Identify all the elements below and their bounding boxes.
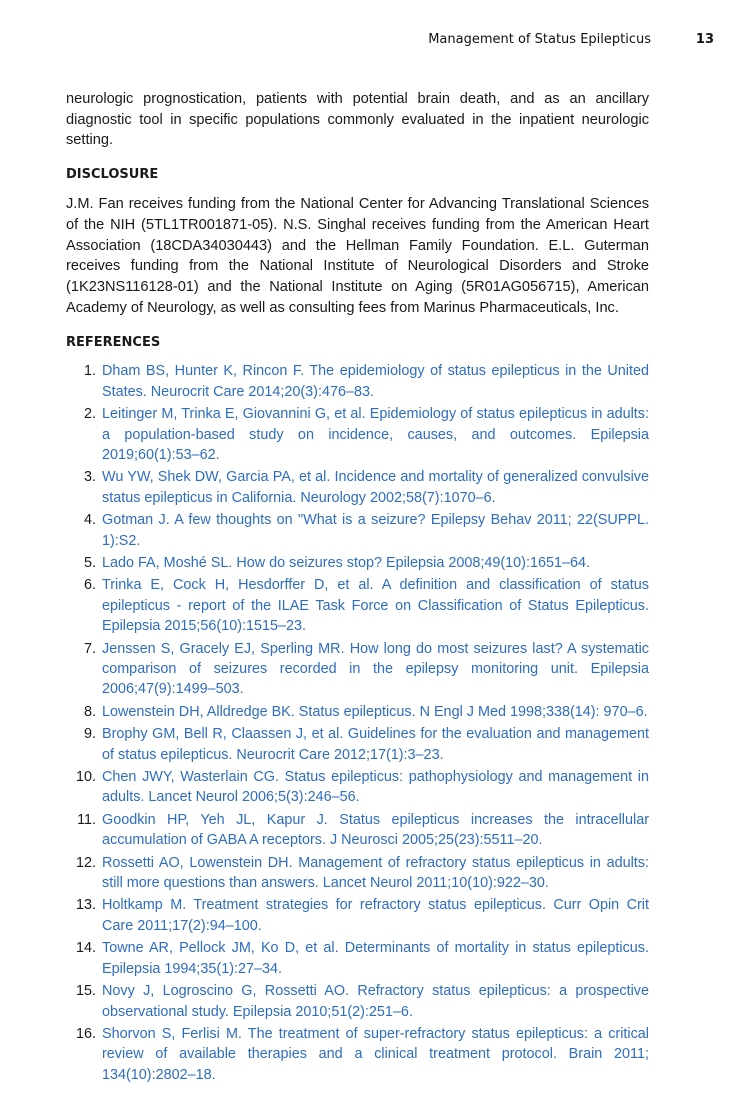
reference-item bbox=[66, 981, 649, 1022]
reference-link[interactable]: Holtkamp M. Treatment strategies for refractory status epilepticus. Curr Opin Crit Care 2011;17(2):94–100. bbox=[102, 897, 649, 934]
reference-item bbox=[66, 724, 649, 765]
reference-item bbox=[66, 1024, 649, 1085]
reference-item bbox=[66, 895, 649, 936]
reference-number: 15. bbox=[75, 983, 96, 1000]
disclosure-paragraph: J.M. Fan receives funding from the National Center for Advancing Translational Sciences of the NIH (5TL1TR001871-05). N.S. Singhal receives funding from the American Heart Association (18CDA34030443) and the Hellman Family Foundation. E.L. Guterman receives funding from the National Institute of Neurological Disorders and Stroke (1K23NS116128-01) and the National Institute on Aging (5R01AG056715), American Academy of Neurology, as well as consulting fees from Marinus Pharmaceuticals, Inc. bbox=[66, 196, 649, 316]
reference-link[interactable]: Gotman J. A few thoughts on "What is a seizure? Epilepsy Behav 2011; 22(SUPPL. 1):S2. bbox=[102, 512, 649, 549]
reference-link[interactable]: Jenssen S, Gracely EJ, Sperling MR. How long do most seizures last? A systematic comparison of seizures recorded in the epilepsy monitoring unit. Epilepsia 2006;47(9):1499–503. bbox=[102, 640, 649, 698]
references-heading: REFERENCES bbox=[66, 335, 161, 351]
reference-link[interactable]: Dham BS, Hunter K, Rincon F. The epidemiology of status epilepticus in the United States. Neurocrit Care 2014;20(3):476–83. bbox=[102, 363, 649, 400]
reference-link[interactable]: Leitinger M, Trinka E, Giovannini G, et al. Epidemiology of status epilepticus in adults: a population-based study on incidence, causes, and outcomes. Epilepsia 2019;60(1):53–62. bbox=[102, 406, 649, 463]
reference-link[interactable]: Goodkin HP, Yeh JL, Kapur J. Status epilepticus increases the intracellular accumulation of GABA A receptors. J Neurosci 2005;25(23):5511–20. bbox=[102, 811, 649, 849]
reference-number: 4. bbox=[83, 512, 96, 529]
reference-item bbox=[66, 553, 649, 573]
reference-number: 7. bbox=[83, 640, 96, 657]
reference-item bbox=[66, 702, 649, 722]
reference-number: 2. bbox=[83, 406, 96, 423]
reference-number: 12. bbox=[75, 854, 96, 871]
reference-number: 3. bbox=[83, 469, 96, 486]
reference-link[interactable]: Lowenstein DH, Alldredge BK. Status epilepticus. N Engl J Med 1998;338(14): 970–6. bbox=[102, 703, 648, 720]
reference-item bbox=[66, 361, 649, 402]
reference-link[interactable]: Brophy GM, Bell R, Claassen J, et al. Guidelines for the evaluation and management of status epilepticus. Neurocrit Care 2012;17(1):3–23. bbox=[102, 726, 649, 763]
reference-item bbox=[66, 938, 649, 979]
reference-item bbox=[66, 853, 649, 894]
disclosure-heading: DISCLOSURE bbox=[66, 167, 159, 183]
reference-number: 9. bbox=[83, 726, 96, 743]
reference-link[interactable]: Wu YW, Shek DW, Garcia PA, et al. Incidence and mortality of generalized convulsive status epilepticus in California. Neurology 2002;58(7):1070–6. bbox=[102, 469, 649, 506]
reference-number: 16. bbox=[75, 1025, 96, 1042]
reference-link[interactable]: Towne AR, Pellock JM, Ko D, et al. Determinants of mortality in status epilepticus. Epilepsia 1994;35(1):27–34. bbox=[102, 940, 649, 977]
reference-link[interactable]: Lado FA, Moshé SL. How do seizures stop? Epilepsia 2008;49(10):1651–64. bbox=[102, 554, 590, 571]
page-header bbox=[66, 32, 714, 52]
reference-item bbox=[66, 767, 649, 808]
reference-number: 6. bbox=[83, 577, 96, 594]
reference-link[interactable]: Shorvon S, Ferlisi M. The treatment of super-refractory status epilepticus: a critical review of available therapies and a clinical treatment protocol. Brain 2011; 134(10):2802–18. bbox=[102, 1025, 649, 1083]
page-number: 13 bbox=[695, 32, 714, 47]
reference-number: 13. bbox=[75, 897, 96, 914]
reference-item bbox=[66, 810, 649, 851]
reference-number: 1. bbox=[83, 363, 96, 380]
reference-number: 14. bbox=[75, 940, 96, 957]
reference-link[interactable]: Rossetti AO, Lowenstein DH. Management of refractory status epilepticus in adults: still more questions than answers. Lancet Neurol 2011;10(10):922–30. bbox=[102, 854, 649, 892]
reference-item bbox=[66, 575, 649, 636]
reference-item bbox=[66, 639, 649, 700]
reference-item bbox=[66, 404, 649, 465]
reference-link[interactable]: Chen JWY, Wasterlain CG. Status epilepticus: pathophysiology and management in adults. Lancet Neurol 2006;5(3):246–56. bbox=[102, 769, 649, 806]
reference-item bbox=[66, 467, 649, 508]
reference-link[interactable]: Trinka E, Cock H, Hesdorffer D, et al. A definition and classification of status epilepticus - report of the ILAE Task Force on Classification of Status Epilepticus. Epilepsia 2015;56(10):1515–23. bbox=[102, 577, 649, 635]
reference-number: 8. bbox=[83, 703, 96, 720]
conclusion-paragraph: neurologic prognostication, patients with potential brain death, and as an ancillary diagnostic tool in specific populations commonly evaluated in the inpatient neurologic setting. bbox=[66, 91, 649, 149]
references-list bbox=[66, 361, 649, 1085]
reference-number: 5. bbox=[83, 554, 96, 571]
reference-number: 11. bbox=[77, 811, 96, 828]
running-title: Management of Status Epilepticus bbox=[428, 32, 651, 47]
reference-number: 10. bbox=[75, 769, 96, 786]
reference-link[interactable]: Novy J, Logroscino G, Rossetti AO. Refractory status epilepticus: a prospective observational study. Epilepsia 2010;51(2):251–6. bbox=[102, 983, 649, 1020]
main-content bbox=[66, 89, 649, 1087]
reference-item bbox=[66, 510, 649, 551]
